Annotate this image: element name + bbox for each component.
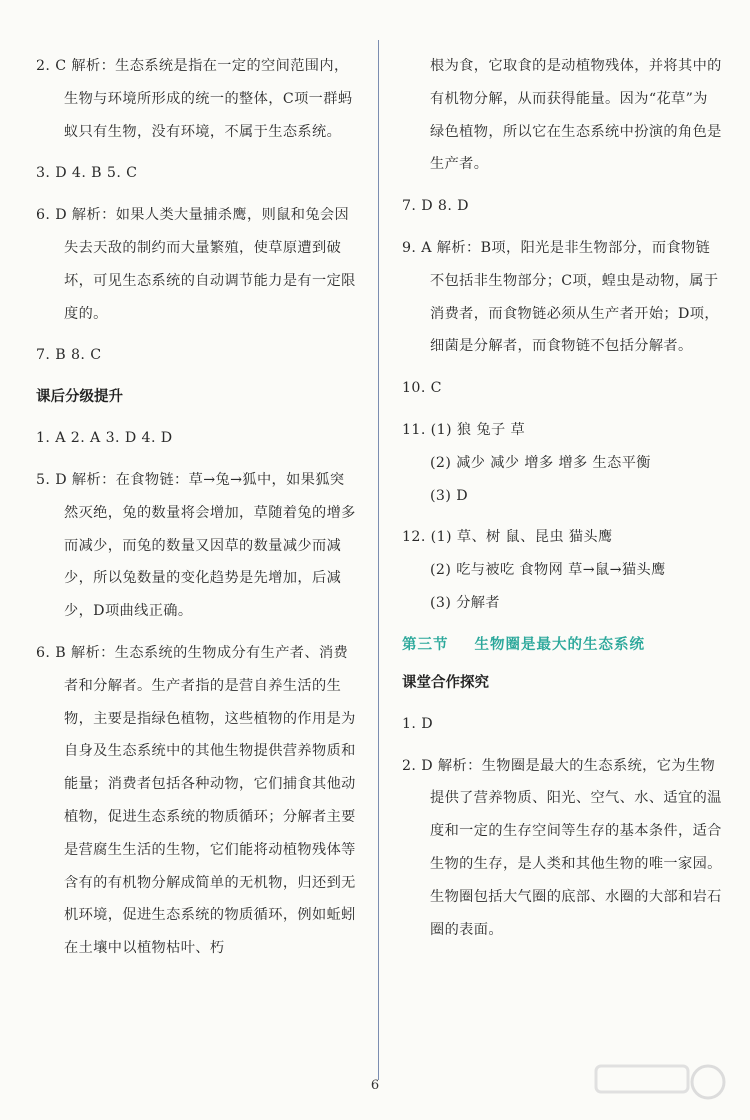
answer-item: 9. A 解析：B项，阳光是非生物部分，而食物链不包括非生物部分；C项，蝗虫是动物，属于消费者，而食物链必须从生产者开始；D项，细菌是分解者，而食物链不包括分解者。 bbox=[402, 239, 719, 355]
watermark-logo bbox=[586, 1058, 736, 1116]
left-column bbox=[36, 50, 356, 965]
column-divider bbox=[378, 40, 379, 1080]
answer-item: 7. D 8. D bbox=[402, 198, 469, 215]
answer-subitem: (3) D bbox=[430, 487, 468, 504]
subsection-heading: 课后分级提升 bbox=[36, 389, 123, 406]
answer-item: 6. D 解析：如果人类大量捕杀鹰，则鼠和兔会因失去天敌的制约而大量繁殖，使草原遭到破坏，可见生态系统的自动调节能力是有一定限度的。 bbox=[36, 207, 356, 322]
answer-item: 6. B 解析：生态系统的生物成分有生产者、消费者和分解者。生产者指的是营自养生活的生物，主要是指绿色植物，这些植物的作用是为自身及生态系统中的其他生物提供营养物质和能量；消费者包括各种动物，它们捕食其他动植物，促进生态系统的物质循环；分解者主要是营腐生生活的生物，它们能将动植物残体等含有的有机物分解成简单的无机物，归还到无机环境，促进生态系统的物质循环，例如蚯蚓在土壤中以植物枯叶、朽 bbox=[36, 644, 356, 957]
answer-continuation: 根为食，它取食的是动植物残体，并将其中的有机物分解，从而获得能量。因为“花草”为绿色植物，所以它在生态系统中扮演的角色是生产者。 bbox=[430, 58, 722, 173]
answer-subitem: (2) 吃与被吃 食物网 草→鼠→猫头鹰 bbox=[430, 562, 666, 579]
answer-item: 12. (1) 草、树 鼠、昆虫 猫头鹰 bbox=[402, 529, 613, 546]
answer-item: 2. D 解析：生物圈是最大的生态系统，它为生物提供了营养物质、阳光、空气、水、适宜的温度和一定的生存空间等生存的基本条件，适合生物的生存，是人类和其他生物的唯一家园。生物圈包括大气圈的底部、水圈的大部和岩石圈的表面。 bbox=[402, 757, 722, 938]
watermark-icon bbox=[586, 1058, 736, 1116]
subsection-heading: 课堂合作探究 bbox=[402, 674, 489, 691]
page-number: 6 bbox=[370, 1078, 380, 1093]
answer-item: 7. B 8. C bbox=[36, 347, 102, 364]
right-column bbox=[402, 50, 722, 946]
answer-item: 5. D 解析：在食物链：草→兔→狐中，如果狐突然灭绝，兔的数量将会增加，草随着兔的增多而减少，而兔的数量又因草的数量减少而减少，所以兔数量的变化趋势是先增加，后减少，D项曲线正确。 bbox=[36, 471, 356, 620]
answer-subitem: (3) 分解者 bbox=[430, 594, 500, 611]
section-number: 第三节 bbox=[402, 636, 449, 653]
answer-subitem: (2) 减少 减少 增多 增多 生态平衡 bbox=[430, 454, 651, 471]
section-name: 生物圈是最大的生态系统 bbox=[474, 636, 645, 653]
answer-item: 1. A 2. A 3. D 4. D bbox=[36, 430, 173, 447]
answer-item: 11. (1) 狼 兔子 草 bbox=[402, 421, 526, 438]
answer-item: 1. D bbox=[402, 715, 434, 732]
section-title bbox=[402, 629, 722, 661]
answer-item: 10. C bbox=[402, 380, 442, 397]
answer-item: 3. D 4. B 5. C bbox=[36, 165, 138, 182]
answer-item: 2. C 解析：生态系统是指在一定的空间范围内，生物与环境所形成的统一的整体，C项一群蚂蚁只有生物，没有环境，不属于生态系统。 bbox=[36, 58, 353, 140]
